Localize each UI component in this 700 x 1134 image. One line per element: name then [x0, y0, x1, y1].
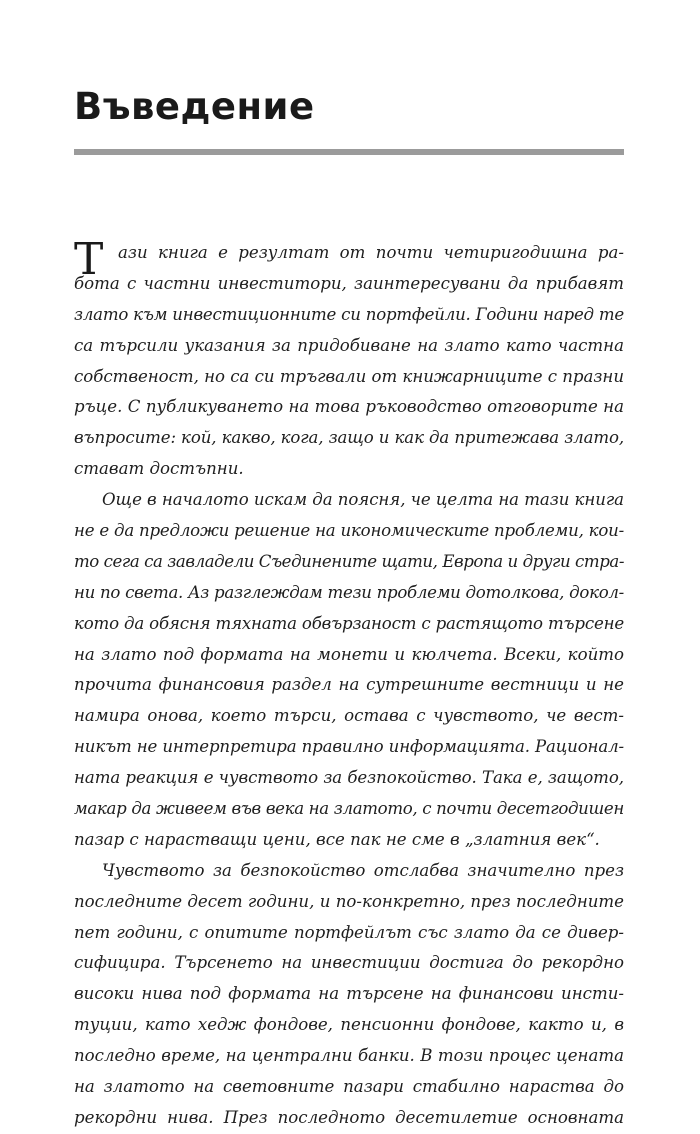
drop-cap: Т: [74, 234, 104, 285]
chapter-title: Въведение: [74, 85, 315, 128]
paragraph-2: [74, 485, 624, 856]
text-line: злато към инвестиционните си портфейли. Години наред те: [74, 304, 624, 324]
text-line: сифицира. Търсенето на инвестиции достига до рекордно: [74, 953, 624, 973]
text-line: пазар с нарастващи цени, все пак не сме в „златния век“.: [74, 829, 600, 849]
text-line: са търсили указания за придобиване на злато като частна: [74, 335, 624, 355]
text-line: рекордни нива. През последното десетилетие основната: [74, 1107, 624, 1127]
text-line: последните десет години, и по-конкретно, през последните: [74, 891, 624, 911]
title-underline-rule: [74, 149, 624, 155]
text-line: намира онова, което търси, остава с чувството, че вест-: [74, 706, 624, 726]
text-line: високи нива под формата на търсене на финансови инсти-: [74, 984, 624, 1004]
text-line: собственост, но са си тръгвали от книжарниците с празни: [74, 366, 624, 386]
text-line: прочита финансовия раздел на сутрешните вестници и не: [74, 675, 624, 695]
text-line: макар да живеем във века на златото, с почти десетгодишен: [74, 799, 624, 819]
text-line: ната реакция е чувството за безпокойство. Така е, защото,: [74, 768, 624, 788]
text-line: ази книга е резултат от почти четиригодишна ра-: [118, 243, 624, 262]
text-line: въпросите: кой, какво, кога, защо и как да притежава злато,: [74, 428, 624, 448]
text-line: стават достъпни.: [74, 459, 244, 479]
text-line: ни по света. Аз разглеждам тези проблеми дотолкова, докол-: [74, 582, 624, 602]
text-line: не е да предложи решение на икономическите проблеми, кои-: [74, 521, 624, 541]
body-text: [74, 234, 625, 1134]
text-line: ръце. С публикуването на това ръководство отговорите на: [74, 397, 624, 417]
text-line: Чувството за безпокойство отслабва значително през: [102, 860, 624, 880]
paragraph-1: [74, 234, 624, 485]
text-line: на златото на световните пазари стабилно нараства до: [74, 1077, 624, 1097]
text-line: на злато под формата на монети и кюлчета. Всеки, който: [74, 644, 624, 664]
text-line: пет години, с опитите портфейлът със злато да се дивер-: [74, 922, 624, 942]
text-line: Още в началото искам да поясня, че целта на тази книга: [102, 490, 624, 510]
text-line: бота с частни инвеститори, заинтересувани да прибавят: [74, 273, 624, 293]
text-line: последно време, на централни банки. В този процес цената: [74, 1046, 624, 1066]
text-line: кото да обясня тяхната обвързаност с растящото търсене: [74, 613, 624, 633]
text-line: никът не интерпретира правилно информацията. Рационал-: [74, 737, 624, 757]
text-line: то сега са завладели Съединените щати, Европа и други стра-: [74, 551, 625, 571]
paragraph-3: [74, 856, 624, 1134]
text-line: туции, като хедж фондове, пенсионни фондове, както и, в: [74, 1015, 624, 1035]
